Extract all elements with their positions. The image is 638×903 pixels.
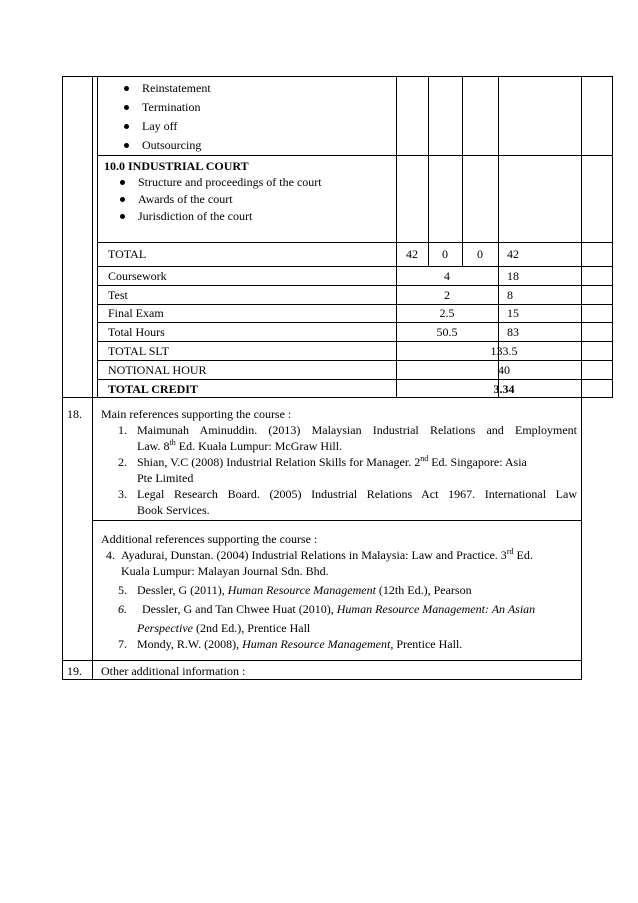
ref-number: 6. [118, 602, 127, 616]
ref-text-cont: Perspective (2nd Ed.), Prentice Hall [137, 621, 311, 635]
list-item: Jurisdiction of the court [138, 209, 253, 223]
ref-number: 2. [118, 455, 127, 469]
list-item: Termination [142, 100, 201, 114]
total-value-4: 42 [507, 247, 519, 261]
list-item: Outsourcing [142, 138, 202, 152]
row-divider-slt [97, 341, 613, 342]
total-hours-b: 83 [507, 325, 519, 339]
section-number: 19. [67, 664, 82, 678]
col-1 [396, 76, 397, 266]
row-divider-hours [97, 322, 613, 323]
row-divider-19 [62, 660, 582, 661]
coursework-hours: 4 [444, 269, 450, 283]
bullet-icon [120, 180, 125, 185]
table-top [62, 76, 613, 77]
test-value: 8 [507, 288, 513, 302]
ref-text: Dessler, G (2011), Human Resource Management (12th Ed.), Pearson [137, 583, 472, 597]
bullet-icon [120, 214, 125, 219]
ref-text-cont: Law. 8th Ed. Kuala Lumpur: McGraw Hill. [137, 438, 343, 453]
ref-number: 3. [118, 487, 127, 501]
total-value-1: 42 [406, 247, 418, 261]
list-item: Structure and proceedings of the court [138, 175, 322, 189]
table-border-far-right [612, 76, 613, 398]
ref-number: 4. [106, 548, 115, 562]
total-credit-label: TOTAL CREDIT [108, 382, 198, 396]
ref-number: 1. [118, 423, 127, 437]
other-info-label: Other additional information : [101, 664, 246, 678]
notional-hour-label: NOTIONAL HOUR [108, 363, 207, 377]
bullet-icon [124, 124, 129, 129]
bullet-icon [124, 105, 129, 110]
test-hours: 2 [444, 288, 450, 302]
final-exam-label: Final Exam [108, 306, 164, 320]
row-divider-18 [62, 397, 613, 398]
additional-references-title: Additional references supporting the course : [101, 532, 318, 546]
ref-text: Shian, V.C (2008) Industrial Relation Skills for Manager. 2nd Ed. Singapore: Asia [137, 454, 527, 469]
total-label: TOTAL [108, 247, 147, 261]
row-divider-notional [97, 360, 613, 361]
row-divider-coursework [97, 266, 613, 267]
total-hours-a: 50.5 [436, 325, 458, 339]
total-credit-value: 3.34 [493, 382, 515, 396]
final-exam-hours: 2.5 [439, 306, 455, 320]
table-border-right [581, 397, 582, 680]
total-slt-value: 133.5 [490, 344, 518, 358]
ref-text: Legal Research Board. (2005) Industrial Relations Act 1967. International Law [137, 487, 577, 501]
ref-text: Ayadurai, Dunstan. (2004) Industrial Relations in Malaysia: Law and Practice. 3rd Ed. [121, 547, 533, 562]
section-number: 18. [67, 407, 82, 421]
total-value-2: 0 [442, 247, 448, 261]
coursework-value: 18 [507, 269, 519, 283]
coursework-label: Coursework [108, 269, 167, 283]
row-divider-final [97, 304, 613, 305]
list-item: Awards of the court [138, 192, 233, 206]
bullet-icon [124, 86, 129, 91]
bullet-icon [120, 197, 125, 202]
table-bottom [62, 679, 582, 680]
list-item: Lay off [142, 119, 178, 133]
total-value-3: 0 [477, 247, 483, 261]
col-2 [428, 76, 429, 266]
row-divider-additional [92, 520, 582, 521]
ref-text-cont: Kuala Lumpur: Malayan Journal Sdn. Bhd. [121, 564, 329, 578]
ref-number: 5. [118, 583, 127, 597]
main-references-title: Main references supporting the course : [101, 407, 292, 421]
notional-hour-value: 40 [498, 363, 510, 377]
ref-number: 7. [118, 637, 127, 651]
table-col-divider [92, 76, 93, 680]
final-exam-value: 15 [507, 306, 519, 320]
test-label: Test [108, 288, 128, 302]
list-item: Reinstatement [142, 81, 211, 95]
table-border-left [62, 76, 63, 680]
total-slt-label: TOTAL SLT [108, 344, 169, 358]
col-3 [462, 76, 463, 266]
section-heading: 10.0 INDUSTRIAL COURT [104, 159, 249, 173]
bullet-icon [124, 143, 129, 148]
row-divider-court [97, 155, 613, 156]
row-divider-test [97, 285, 613, 286]
ref-text-cont: Book Services. [137, 503, 210, 517]
ref-text: Dessler, G and Tan Chwee Huat (2010), Human Resource Management: An Asian [142, 602, 536, 616]
ref-text-cont: Pte Limited [137, 471, 194, 485]
ref-text: Mondy, R.W. (2008), Human Resource Management, Prentice Hall. [137, 637, 463, 651]
row-divider-credit [97, 379, 613, 380]
ref-text: Maimunah Aminuddin. (2013) Malaysian Industrial Relations and Employment [137, 423, 577, 437]
table-col-divider-inner [97, 76, 98, 398]
total-hours-label: Total Hours [108, 325, 165, 339]
row-divider-total [97, 242, 613, 243]
